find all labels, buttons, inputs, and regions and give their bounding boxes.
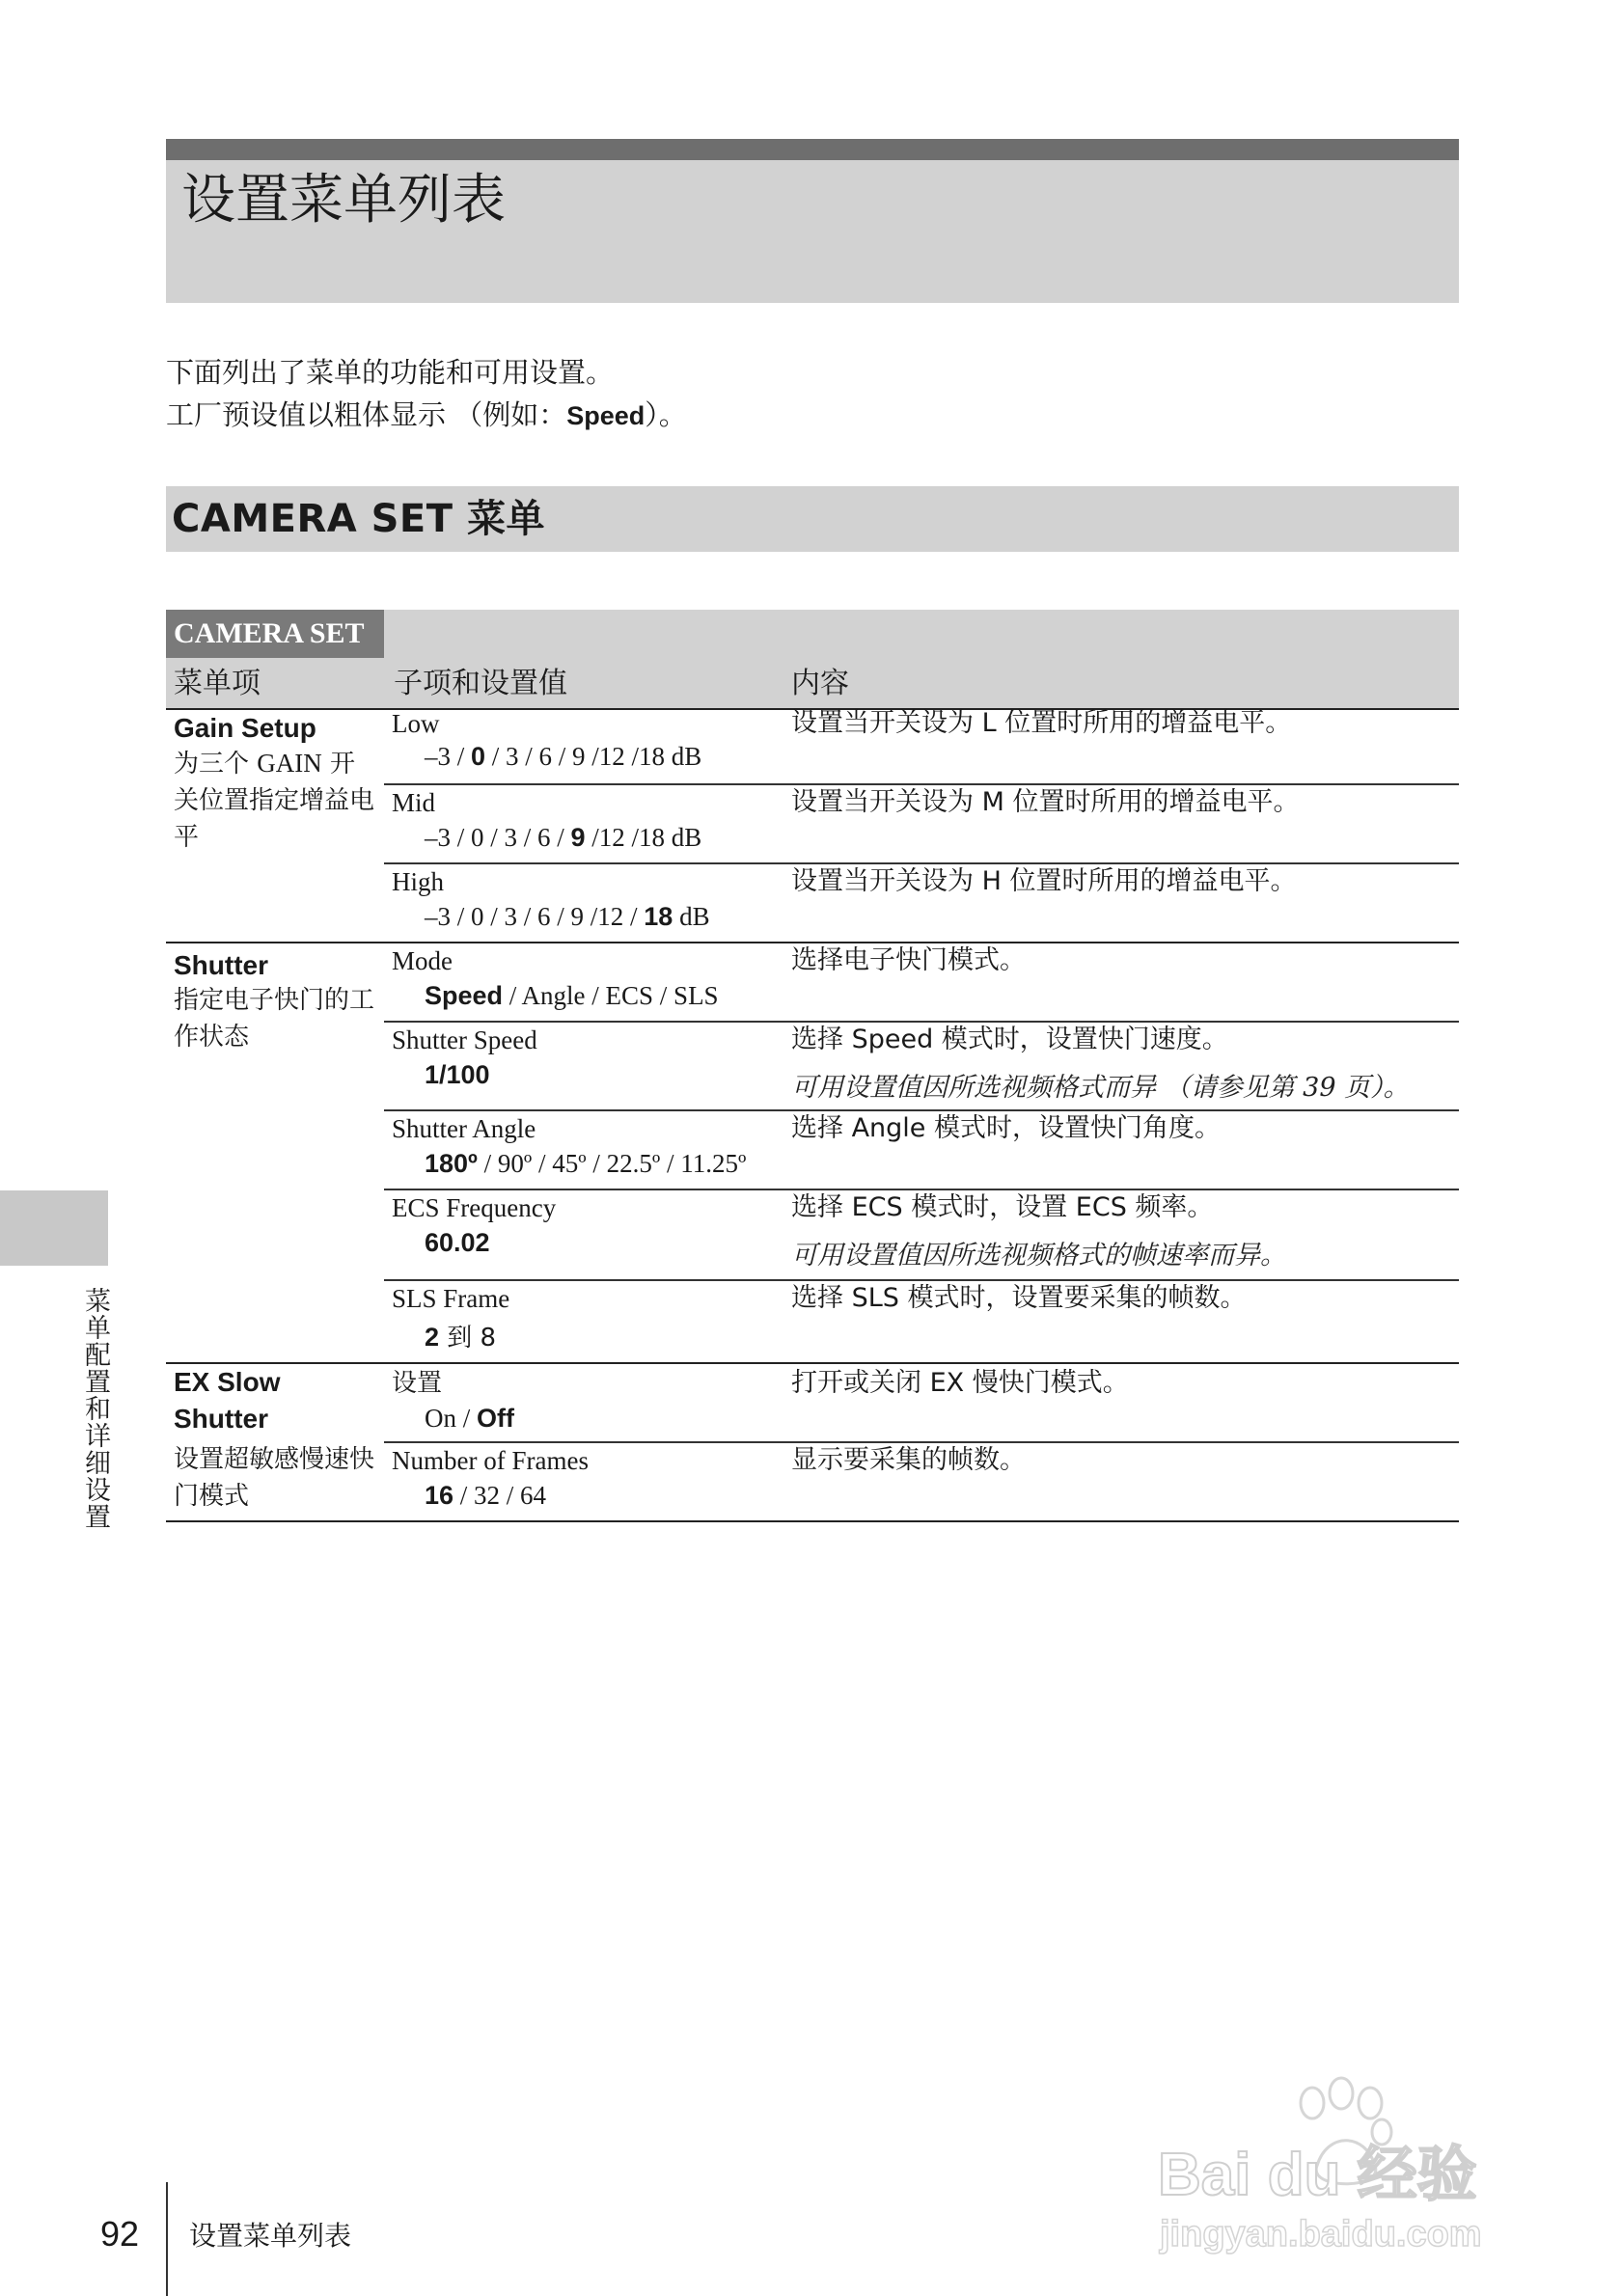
gain-low-desc: 设置当开关设为 L 位置时所用的增益电平。 — [791, 708, 1292, 738]
intro-line-2-suffix: ）。 — [645, 398, 687, 431]
section-heading: CAMERA SET 菜单 — [172, 497, 545, 541]
gain-desc-a: 为三个 — [174, 750, 258, 779]
page-title: 设置菜单列表 — [181, 169, 506, 232]
gain-mid-desc: 设置当开关设为 M 位置时所用的增益电平。 — [791, 787, 1300, 817]
gain-setup-title: Gain Setup — [174, 713, 316, 743]
shutter-angle-name: Shutter Angle — [392, 1114, 536, 1143]
intro-line-1: 下面列出了菜单的功能和可用设置。 — [166, 356, 615, 389]
number-of-frames-name: Number of Frames — [392, 1446, 589, 1475]
shutter-angle-desc: 选择 Angle 模式时，设置快门角度。 — [791, 1113, 1221, 1143]
shutter-speed-name: Shutter Speed — [392, 1025, 537, 1054]
intro-line-2 — [166, 396, 687, 435]
number-of-frames-values — [425, 1478, 546, 1513]
ecs-frequency-values — [425, 1225, 490, 1260]
ex-slow-title-1: EX Slow — [174, 1367, 281, 1397]
gain-low-name: Low — [392, 709, 440, 738]
column-header-item: 菜单项 — [174, 667, 261, 700]
ex-slow-setting-default: Off — [477, 1404, 514, 1433]
ecs-frequency-desc: 选择 ECS 模式时，设置 ECS 频率。 — [791, 1192, 1214, 1222]
ex-slow-setting-desc: 打开或关闭 EX 慢快门模式。 — [791, 1368, 1129, 1398]
sls-frame-desc: 选择 SLS 模式时，设置要采集的帧数。 — [791, 1283, 1247, 1313]
ecs-frequency-note: 可用设置值因所选视频格式的帧速率而异。 — [791, 1241, 1286, 1271]
ex-slow-title-2: Shutter — [174, 1404, 268, 1434]
shutter-mode-values — [425, 978, 719, 1013]
column-header-sub: 子项和设置值 — [394, 667, 567, 700]
gain-mid-v2: /12 /18 dB — [585, 823, 702, 852]
side-chapter-tab — [0, 1190, 108, 1266]
watermark-url: jingyan.baidu.com — [1160, 2214, 1482, 2255]
shutter-desc: 指定电子快门的工作状态 — [174, 986, 375, 1052]
number-of-frames-desc: 显示要采集的帧数。 — [791, 1445, 1026, 1475]
footer-divider — [166, 2182, 168, 2296]
gain-mid-name: Mid — [392, 788, 436, 817]
intro-line-2-bold: Speed — [566, 401, 646, 430]
gain-high-v1: –3 / 0 / 3 / 6 / 9 /12 / — [425, 902, 645, 931]
gain-high-v2: dB — [673, 902, 710, 931]
footer-label: 设置菜单列表 — [189, 2220, 352, 2252]
number-of-frames-default: 16 — [425, 1481, 454, 1510]
shutter-speed-default: 1/100 — [425, 1060, 490, 1089]
gain-mid-values — [425, 820, 701, 855]
gain-high-desc: 设置当开关设为 H 位置时所用的增益电平。 — [791, 866, 1297, 896]
ex-slow-desc: 设置超敏感慢速快门模式 — [174, 1445, 375, 1511]
gain-low-v1: –3 / — [425, 742, 472, 771]
intro-line-2-prefix: 工厂预设值以粗体显示 （例如： — [166, 398, 567, 431]
group-divider — [166, 1362, 1459, 1364]
table-bottom-rule — [166, 1520, 1459, 1522]
shutter-mode-v: / Angle / ECS / SLS — [503, 981, 719, 1010]
sls-frame-v: 到 8 — [439, 1324, 497, 1353]
sls-frame-name: SLS Frame — [392, 1284, 510, 1313]
gain-low-default: 0 — [471, 742, 486, 771]
gain-setup-desc — [174, 745, 376, 856]
shutter-angle-values — [425, 1146, 746, 1181]
gain-desc-latin: GAIN — [257, 749, 322, 778]
gain-high-default: 18 — [644, 902, 673, 931]
gain-high-values — [425, 899, 710, 934]
page-number: 92 — [100, 2214, 140, 2254]
gain-low-v2: / 3 / 6 / 9 /12 /18 dB — [485, 742, 702, 771]
ex-slow-setting-v: On / — [425, 1404, 477, 1433]
gain-mid-v1: –3 / 0 / 3 / 6 / — [425, 823, 571, 852]
title-top-bar — [166, 139, 1459, 160]
baidu-jingyan-watermark — [1148, 2074, 1534, 2257]
watermark-brand: Bai du 经验 — [1158, 2142, 1477, 2208]
sls-frame-default: 2 — [425, 1323, 440, 1352]
table-tag-label: CAMERA SET — [174, 617, 365, 649]
number-of-frames-v: / 32 / 64 — [453, 1481, 547, 1510]
shutter-mode-default: Speed — [425, 981, 504, 1010]
column-header-desc: 内容 — [791, 667, 849, 700]
ex-slow-setting-values — [425, 1401, 514, 1435]
ecs-frequency-default: 60.02 — [425, 1228, 490, 1257]
side-chapter-label: 菜单配置和详细设置 — [80, 1287, 110, 1530]
shutter-angle-v: / 90º / 45º / 22.5º / 11.25º — [477, 1149, 747, 1178]
gain-mid-default: 9 — [570, 823, 586, 852]
ecs-frequency-name: ECS Frequency — [392, 1193, 557, 1222]
gain-desc-b: 开关位置指定增益电平 — [174, 750, 375, 852]
sls-frame-values — [425, 1320, 496, 1355]
shutter-angle-default: 180º — [425, 1149, 478, 1178]
shutter-speed-note: 可用设置值因所选视频格式而异 （请参见第 39 页）。 — [791, 1073, 1410, 1103]
shutter-speed-values — [425, 1057, 490, 1092]
shutter-speed-desc: 选择 Speed 模式时，设置快门速度。 — [791, 1025, 1228, 1054]
shutter-mode-name: Mode — [392, 946, 453, 975]
shutter-title: Shutter — [174, 950, 268, 980]
gain-high-name: High — [392, 867, 444, 896]
shutter-mode-desc: 选择电子快门模式。 — [791, 945, 1026, 975]
ex-slow-setting-name: 设置 — [392, 1369, 443, 1398]
gain-low-values — [425, 739, 701, 774]
